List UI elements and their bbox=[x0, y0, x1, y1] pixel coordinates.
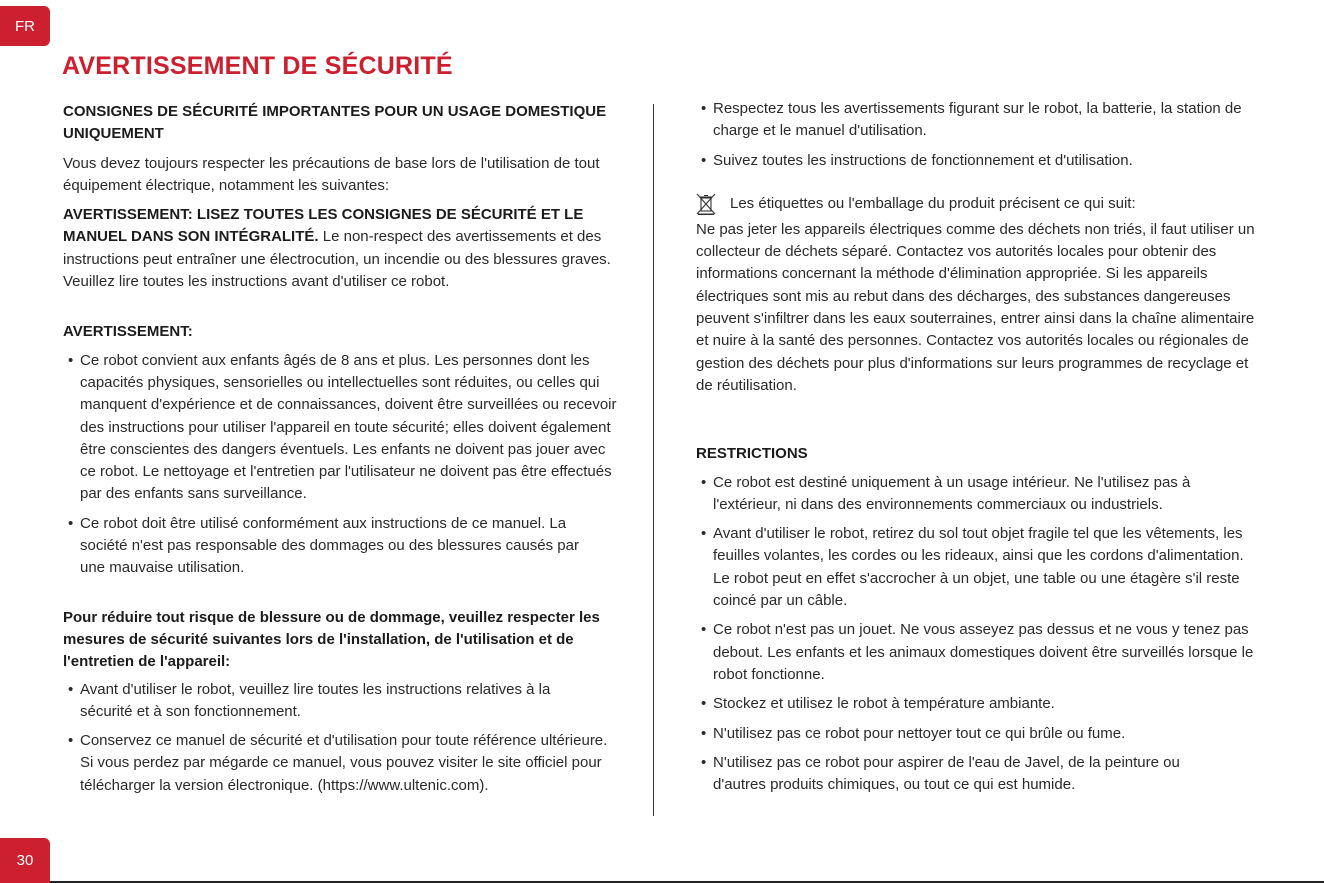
list-item: • Stockez et utilisez le robot à température ambiante. bbox=[696, 693, 1258, 715]
warning-paragraph bbox=[63, 204, 623, 293]
warning-bold-text: AVERTISSEMENT: LISEZ TOUTES LES CONSIGNES DE SÉCURITÉ ET LE MANUEL DANS SON INTÉGRALITÉ. bbox=[63, 206, 584, 246]
list-item: • Ce robot est destiné uniquement à un usage intérieur. Ne l'utilisez pas à l'extérieur, ni dans des environnements commerciaux ou industriels. bbox=[696, 472, 1258, 517]
crossed-out-bin-icon bbox=[694, 192, 718, 216]
heading-reduce-risk: Pour réduire tout risque de blessure ou de dommage, veuillez respecter les mesures de sécurité suivantes lors de l'installation, de l'utilisation et de l'entretien de l'appareil: bbox=[63, 608, 600, 671]
right-column bbox=[696, 98, 1258, 796]
left-column bbox=[63, 101, 623, 797]
list-item: • Conservez ce manuel de sécurité et d'utilisation pour toute référence ultérieure. Si vous perdez par mégarde ce manuel, vous pouvez visiter le site officiel pour télécharger la version électronique. (https://www.ultenic.com). bbox=[63, 730, 623, 797]
list-item: • Ce robot n'est pas un jouet. Ne vous asseyez pas dessus et ne vous y tenez pas debout. Les enfants et les animaux domestiques doivent être surveillés lorsque le robot fonctionne. bbox=[696, 619, 1258, 686]
weee-paragraph: Ne pas jeter les appareils électriques comme des déchets non triés, il faut utiliser un collecteur de déchets séparé. Contactez vos autorités locales pour obtenir des informations concernant la méthode d'élimination appropriée. Si les appareils électriques sont mis au rebut dans des décharges, des substances dangereuses peuvent s'infiltrer dans les eaux souterraines, entrer ainsi dans la chaîne alimentaire et nuire à la santé des personnes. Contactez vos autorités locales ou régionales de gestion des déchets pour plus d'informations sur leurs programmes de recyclage et de réutilisation. bbox=[696, 220, 1255, 394]
warning-text: Le non-respect des avertissements et des instructions peut entraîner une électrocution, un incendie ou des blessures graves. Veuillez lire toutes les instructions avant d'utiliser ce robot. bbox=[63, 228, 611, 291]
list-item: • Avant d'utiliser le robot, retirez du sol tout objet fragile tel que les vêtements, les feuilles volantes, les cordes ou les rideaux, ainsi que les cordons d'alimentation. Le robot peut en effet s'accrocher à un objet, une table ou une étagère s'il reste coincé par un câble. bbox=[696, 523, 1258, 612]
intro-paragraph: Vous devez toujours respecter les précautions de base lors de l'utilisation de tout équipement électrique, notamment les suivantes: bbox=[63, 154, 600, 194]
page-number: 30 bbox=[0, 838, 50, 883]
list-item: • Ce robot doit être utilisé conformément aux instructions de ce manuel. La société n'est pas responsable des dommages ou des blessures causés par une mauvaise utilisation. bbox=[63, 513, 623, 580]
list-item: • N'utilisez pas ce robot pour aspirer de l'eau de Javel, de la peinture ou d'autres produits chimiques, ou tout ce qui est humide. bbox=[696, 752, 1258, 797]
list-item: • Ce robot convient aux enfants âgés de 8 ans et plus. Les personnes dont les capacités physiques, sensorielles ou intellectuelles sont réduites, ou celles qui manquent d'expérience et de connaissances, doivent être surveillées ou recevoir des instructions pour utiliser l'appareil en toute sécurité; elles doivent également être conscientes des dangers éventuels. Les enfants ne doivent pas jouer avec ce robot. Le nettoyage et l'entretien par l'utilisateur ne doivent pas être effectués par des enfants sans surveillance. bbox=[63, 350, 623, 506]
column-divider bbox=[653, 104, 654, 816]
list-item: • N'utilisez pas ce robot pour nettoyer tout ce qui brûle ou fume. bbox=[696, 723, 1258, 745]
weee-intro-text: Les étiquettes ou l'emballage du produit précisent ce qui suit: bbox=[730, 194, 1136, 212]
heading-important-instructions: CONSIGNES DE SÉCURITÉ IMPORTANTES POUR UN USAGE DOMESTIQUE UNIQUEMENT bbox=[63, 103, 607, 143]
list-item: • Avant d'utiliser le robot, veuillez lire toutes les instructions relatives à la sécurité et à son fonctionnement. bbox=[63, 679, 623, 724]
restrictions-list bbox=[696, 472, 1258, 797]
weee-notice bbox=[696, 192, 1258, 216]
heading-restrictions: RESTRICTIONS bbox=[696, 445, 808, 463]
list-item: • Respectez tous les avertissements figurant sur le robot, la batterie, la station de charge et le manuel d'utilisation. bbox=[696, 98, 1258, 143]
safety-list bbox=[63, 679, 623, 797]
list-item: • Suivez toutes les instructions de fonctionnement et d'utilisation. bbox=[696, 150, 1258, 172]
heading-warning: AVERTISSEMENT: bbox=[63, 323, 193, 341]
language-tab: FR bbox=[0, 6, 50, 46]
warning-list bbox=[63, 350, 623, 580]
page-title: AVERTISSEMENT DE SÉCURITÉ bbox=[62, 52, 453, 80]
top-list bbox=[696, 98, 1258, 172]
